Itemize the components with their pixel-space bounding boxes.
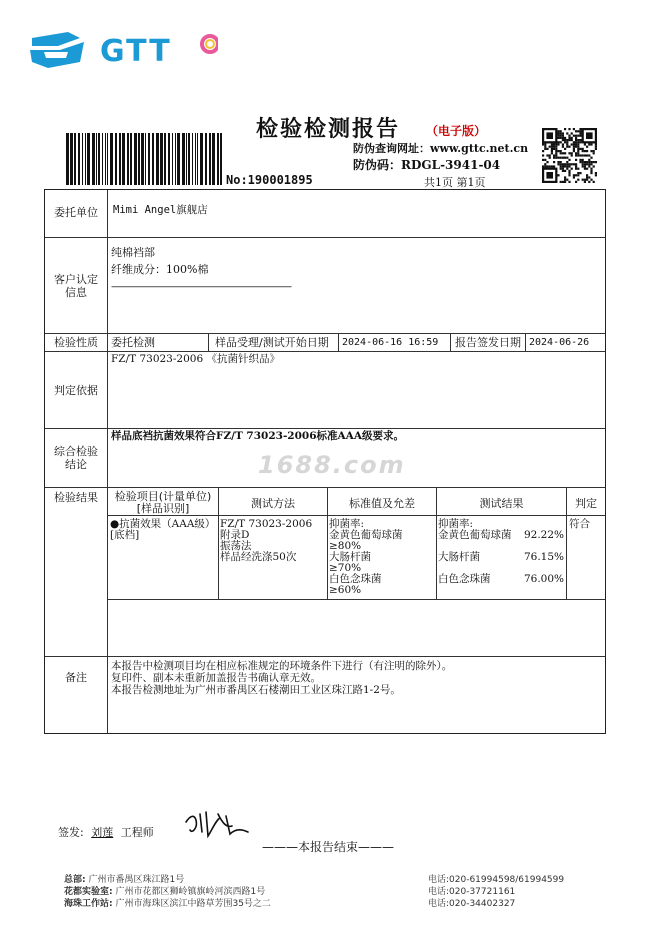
result-value: 76.15%: [523, 551, 564, 563]
signature-name: 刘莲: [91, 826, 114, 839]
conclusion-value: 样品底裆抗菌效果符合FZ/T 73023-2006标准AAA级要求。: [111, 430, 404, 442]
customer-info-line: 纤维成分：100%棉: [111, 263, 209, 276]
customer-info-value: [111, 244, 291, 295]
result-standard-line: 白色念珠菌: [329, 573, 382, 585]
result-method: [220, 519, 327, 563]
remarks-value: [111, 660, 452, 696]
result-judge: 符合: [569, 518, 590, 530]
customer-info-label: 客户认定信息: [54, 273, 98, 299]
result-method-line: 样品经洗涤50次: [220, 551, 297, 563]
sample-date-value: 2024-06-16 16:59: [342, 337, 439, 348]
result-value: 76.00%: [523, 573, 564, 585]
footer-row: [64, 898, 271, 910]
report-number: No:190001895: [226, 173, 313, 187]
qr-code-icon: [542, 128, 597, 183]
gtt-logo: [28, 28, 218, 70]
sample-date-label: 样品受理/测试开始日期: [215, 336, 329, 349]
page-info: 共1页 第1页: [424, 176, 486, 189]
footer-label: 总部:: [64, 875, 86, 885]
footer-phones: [428, 874, 564, 910]
col-item-header: [108, 491, 218, 515]
footer-tel: 电话:020-34402327: [428, 899, 516, 909]
client-value: Mimi Angel旗舰店: [113, 204, 208, 216]
result-method-line: FZ/T 73023-2006: [220, 518, 313, 530]
basis-value: FZ/T 73023-2006 《抗菌针织品》: [111, 353, 280, 365]
footer-label: 花都实验室:: [64, 887, 113, 897]
customer-info-line: ——————————————————: [111, 280, 291, 293]
customer-info-line: 纯棉裆部: [111, 246, 155, 259]
result-method-line: 附录D: [220, 529, 250, 541]
result-value: 92.22%: [523, 529, 564, 541]
verify-site: 防伪查询网址：www.gttc.net.cn: [353, 142, 529, 155]
footer-addresses: [64, 874, 271, 910]
signature-block: [58, 824, 154, 840]
footer-addr: 广州市番禺区珠江路1号: [88, 875, 185, 885]
col-item-header-line: [样品识别]: [136, 502, 190, 515]
result-name: 金黄色葡萄球菌: [438, 529, 512, 541]
watermark: 1688.com: [258, 451, 406, 479]
issue-date-value: 2024-06-26: [529, 337, 590, 348]
col-item-header-line: 检验项目(计量单位): [114, 490, 212, 503]
brand-text: GTT: [100, 34, 172, 69]
col-result-header: 测试结果: [479, 497, 524, 510]
result-row: [438, 552, 564, 563]
result-method-line: 振荡法: [220, 540, 252, 552]
report-end-mark: ———本报告结束———: [262, 840, 395, 854]
signature-title: 工程师: [120, 826, 154, 839]
footer-tel: 电话:020-61994598/61994599: [428, 875, 565, 885]
footer-addr: 广州市海珠区滨江中路草芳围35号之二: [115, 899, 271, 909]
remark-line: 复印件、副本未重新加盖报告书确认章无效。: [111, 672, 321, 684]
inspection-type-label: 检验性质: [54, 336, 98, 349]
result-standard-line: ≥70%: [329, 562, 362, 574]
result-standard: [329, 519, 436, 596]
result-item: [110, 519, 218, 541]
result-name: 大肠杆菌: [438, 551, 480, 563]
result-standard-line: 金黄色葡萄球菌: [329, 529, 403, 541]
report-title: 检验检测报告: [256, 117, 401, 142]
result-item-line: [底档]: [110, 529, 140, 541]
handwritten-signature: [182, 808, 252, 844]
result-standard-line: ≥80%: [329, 540, 362, 552]
result-name: 白色念珠菌: [438, 573, 491, 585]
verify-code: 防伪码：RDGL-3941-04: [353, 158, 501, 172]
remarks-label: 备注: [65, 671, 87, 684]
result-row: [438, 530, 564, 541]
col-judge-header: 判定: [575, 497, 597, 510]
remark-line: 本报告中检测项目均在相应标准规定的环境条件下进行（有注明的除外）。: [111, 660, 453, 672]
edition-label: （电子版）: [426, 124, 487, 138]
result-head: 抑菌率:: [438, 518, 474, 530]
basis-label: 判定依据: [54, 384, 98, 397]
result-row: [438, 574, 564, 585]
result-standard-line: ≥60%: [329, 584, 362, 596]
col-method-header: 测试方法: [251, 497, 295, 510]
result-item-line: ●抗菌效果（AAA级）: [110, 518, 216, 530]
inspection-type-value: 委托检测: [111, 336, 155, 349]
footer-label: 海珠工作站:: [64, 899, 113, 909]
barcode: [64, 133, 224, 185]
footer-row: [64, 886, 271, 898]
results-label: 检验结果: [54, 491, 98, 504]
col-standard-header: 标准值及允差: [349, 497, 415, 510]
remark-line: 本报告检测地址为广州市番禺区石楼潮田工业区珠江路1-2号。: [111, 684, 401, 696]
footer-row: [64, 874, 271, 886]
signature-label: 签发:: [58, 826, 84, 839]
footer-tel: 电话:020-37721161: [428, 887, 516, 897]
result-standard-line: 抑菌率:: [329, 518, 365, 530]
result-standard-line: 大肠杆菌: [329, 551, 371, 563]
issue-date-label: 报告签发日期: [455, 336, 521, 349]
client-label: 委托单位: [54, 206, 98, 219]
footer-addr: 广州市花都区狮岭镇旗岭河滨西路1号: [115, 887, 266, 897]
conclusion-label: 综合检验结论: [54, 445, 98, 471]
result-values: [438, 519, 564, 585]
